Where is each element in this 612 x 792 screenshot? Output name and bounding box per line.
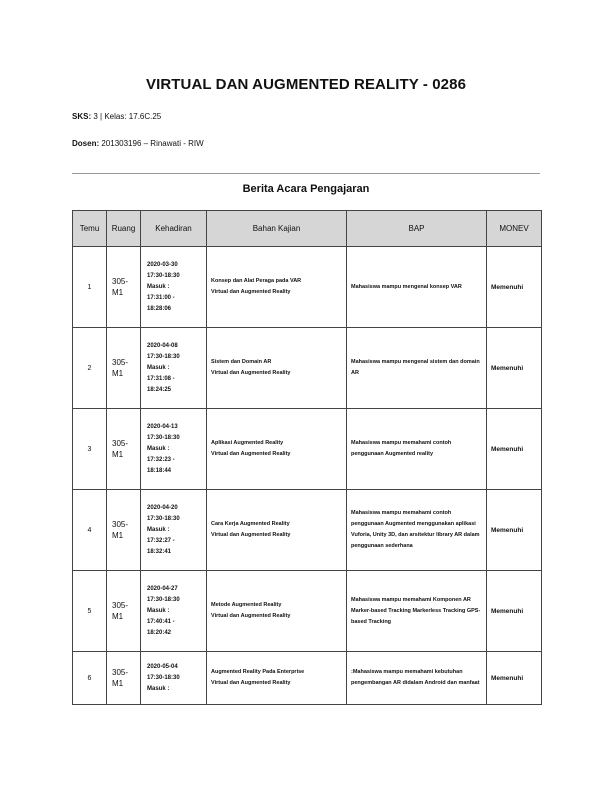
table-header-row <box>73 211 542 247</box>
cell-ruang: 305-M1 <box>107 652 141 705</box>
bahan-topic: Augmented Reality Pada Enterprise <box>211 669 305 675</box>
cell-monev: Memenuhi <box>487 571 542 652</box>
cell-temu: 3 <box>73 409 107 490</box>
sks-line <box>72 112 161 121</box>
cell-bap <box>347 652 487 705</box>
cell-kehadiran <box>141 328 207 409</box>
table-row <box>73 652 542 705</box>
cell-temu: 4 <box>73 490 107 571</box>
cell-temu: 1 <box>73 247 107 328</box>
cell-kehadiran <box>141 571 207 652</box>
kehadiran-in-time: 17:32:27 - <box>147 537 175 544</box>
table-row <box>73 571 542 652</box>
kehadiran-in-time: 17:31:08 - <box>147 375 175 382</box>
kehadiran-out-time: 18:28:06 <box>147 305 172 312</box>
bahan-topic: Cara Kerja Augmented Reality <box>211 521 290 527</box>
kehadiran-in-time: 17:31:00 - <box>147 294 175 301</box>
cell-monev: Memenuhi <box>487 409 542 490</box>
kehadiran-masuk-label: Masuk : <box>147 526 170 533</box>
cell-temu: 5 <box>73 571 107 652</box>
bahan-course: Virtual dan Augmented Reality <box>211 451 291 457</box>
bap-table <box>72 210 542 705</box>
kehadiran-schedule: 17:30-18:30 <box>147 596 180 603</box>
cell-kehadiran <box>141 409 207 490</box>
bap-text: Mahasiswa mampu memahami contoh penggunaan Augmented menggunakan aplikasi Vuforia, Unity 3D, dan arsitektur library AR dalam penggunaan sederhana <box>351 510 480 549</box>
cell-monev: Memenuhi <box>487 247 542 328</box>
kehadiran-masuk-label: Masuk : <box>147 364 170 371</box>
cell-bahan-kajian <box>207 328 347 409</box>
bahan-course: Virtual dan Augmented Reality <box>211 370 291 376</box>
bahan-course: Virtual dan Augmented Reality <box>211 289 291 295</box>
dosen-label: Dosen: <box>72 139 100 148</box>
cell-ruang: 305-M1 <box>107 328 141 409</box>
cell-bap <box>347 409 487 490</box>
dosen-line <box>72 139 204 148</box>
kehadiran-schedule: 17:30-18:30 <box>147 272 180 279</box>
kehadiran-out-time: 18:18:44 <box>147 467 172 474</box>
cell-bahan-kajian <box>207 409 347 490</box>
cell-temu: 6 <box>73 652 107 705</box>
header-bahan-kajian: Bahan Kajian <box>207 211 347 247</box>
cell-monev: Memenuhi <box>487 490 542 571</box>
kehadiran-out-time: 18:24:25 <box>147 386 172 393</box>
kehadiran-masuk-label: Masuk : <box>147 685 170 692</box>
bap-text: :Mahasiswa mampu memahami kebutuhan pengembangan AR didalam Android dan manfaat <box>351 669 480 686</box>
table-row <box>73 409 542 490</box>
kehadiran-date: 2020-04-20 <box>147 504 178 511</box>
cell-temu: 2 <box>73 328 107 409</box>
cell-monev: Memenuhi <box>487 652 542 705</box>
cell-bahan-kajian <box>207 490 347 571</box>
kehadiran-masuk-label: Masuk : <box>147 607 170 614</box>
sks-value: 3 | Kelas: 17.6C.25 <box>93 112 162 121</box>
kehadiran-masuk-label: Masuk : <box>147 283 170 290</box>
kehadiran-out-time: 18:20:42 <box>147 629 172 636</box>
bap-text: Mahasiswa mampu memahami Komponen AR Marker-based Tracking Markerless Tracking GPS-based Tracking <box>351 596 481 625</box>
kehadiran-in-time: 17:32:23 - <box>147 456 175 463</box>
kehadiran-schedule: 17:30-18:30 <box>147 515 180 522</box>
cell-bap <box>347 247 487 328</box>
bahan-topic: Aplikasi Augmented Reality <box>211 440 284 446</box>
cell-ruang: 305-M1 <box>107 571 141 652</box>
table-row <box>73 490 542 571</box>
bap-text: Mahasiswa mampu memahami contoh penggunaan Augmented reality <box>351 440 452 457</box>
kehadiran-schedule: 17:30-18:30 <box>147 674 180 681</box>
cell-bap <box>347 571 487 652</box>
kehadiran-date: 2020-04-08 <box>147 342 178 349</box>
divider <box>72 173 540 174</box>
cell-kehadiran <box>141 247 207 328</box>
bap-text: Mahasiswa mampu mengenal sistem dan domain AR <box>351 359 480 376</box>
table-row <box>73 247 542 328</box>
kehadiran-schedule: 17:30-18:30 <box>147 434 180 441</box>
kehadiran-masuk-label: Masuk : <box>147 445 170 452</box>
kehadiran-date: 2020-05-04 <box>147 663 178 670</box>
cell-ruang: 305-M1 <box>107 409 141 490</box>
kehadiran-schedule: 17:30-18:30 <box>147 353 180 360</box>
bahan-course: Virtual dan Augmented Reality <box>211 613 291 619</box>
cell-monev: Memenuhi <box>487 328 542 409</box>
header-bap: BAP <box>347 211 487 247</box>
section-title: Berita Acara Pengajaran <box>242 183 370 195</box>
cell-kehadiran <box>141 490 207 571</box>
header-ruang: Ruang <box>107 211 141 247</box>
kehadiran-out-time: 18:32:41 <box>147 548 172 555</box>
cell-kehadiran <box>141 652 207 705</box>
bap-text: Mahasiswa mampu mengenal konsep VAR <box>351 283 462 290</box>
cell-bap <box>347 490 487 571</box>
header-temu: Temu <box>73 211 107 247</box>
cell-bahan-kajian <box>207 247 347 328</box>
cell-bahan-kajian <box>207 652 347 705</box>
page-title: VIRTUAL DAN AUGMENTED REALITY - 0286 <box>145 76 467 93</box>
bahan-course: Virtual dan Augmented Reality <box>211 532 291 538</box>
cell-bahan-kajian <box>207 571 347 652</box>
table-row <box>73 328 542 409</box>
kehadiran-in-time: 17:40:41 - <box>147 618 175 625</box>
cell-bap <box>347 328 487 409</box>
cell-ruang: 305-M1 <box>107 247 141 328</box>
kehadiran-date: 2020-04-27 <box>147 585 178 592</box>
header-monev: MONEV <box>487 211 542 247</box>
kehadiran-date: 2020-03-30 <box>147 261 178 268</box>
bahan-topic: Konsep dan Alat Peraga pada VAR <box>211 278 302 284</box>
bahan-course: Virtual dan Augmented Reality <box>211 680 291 686</box>
dosen-value: 201303196 – Rinawati - RIW <box>101 139 204 148</box>
bahan-topic: Metode Augmented Reality <box>211 602 282 608</box>
cell-ruang: 305-M1 <box>107 490 141 571</box>
bahan-topic: Sistem dan Domain AR <box>211 359 272 365</box>
header-kehadiran: Kehadiran <box>141 211 207 247</box>
kehadiran-date: 2020-04-13 <box>147 423 178 430</box>
sks-label: SKS: <box>72 112 92 121</box>
